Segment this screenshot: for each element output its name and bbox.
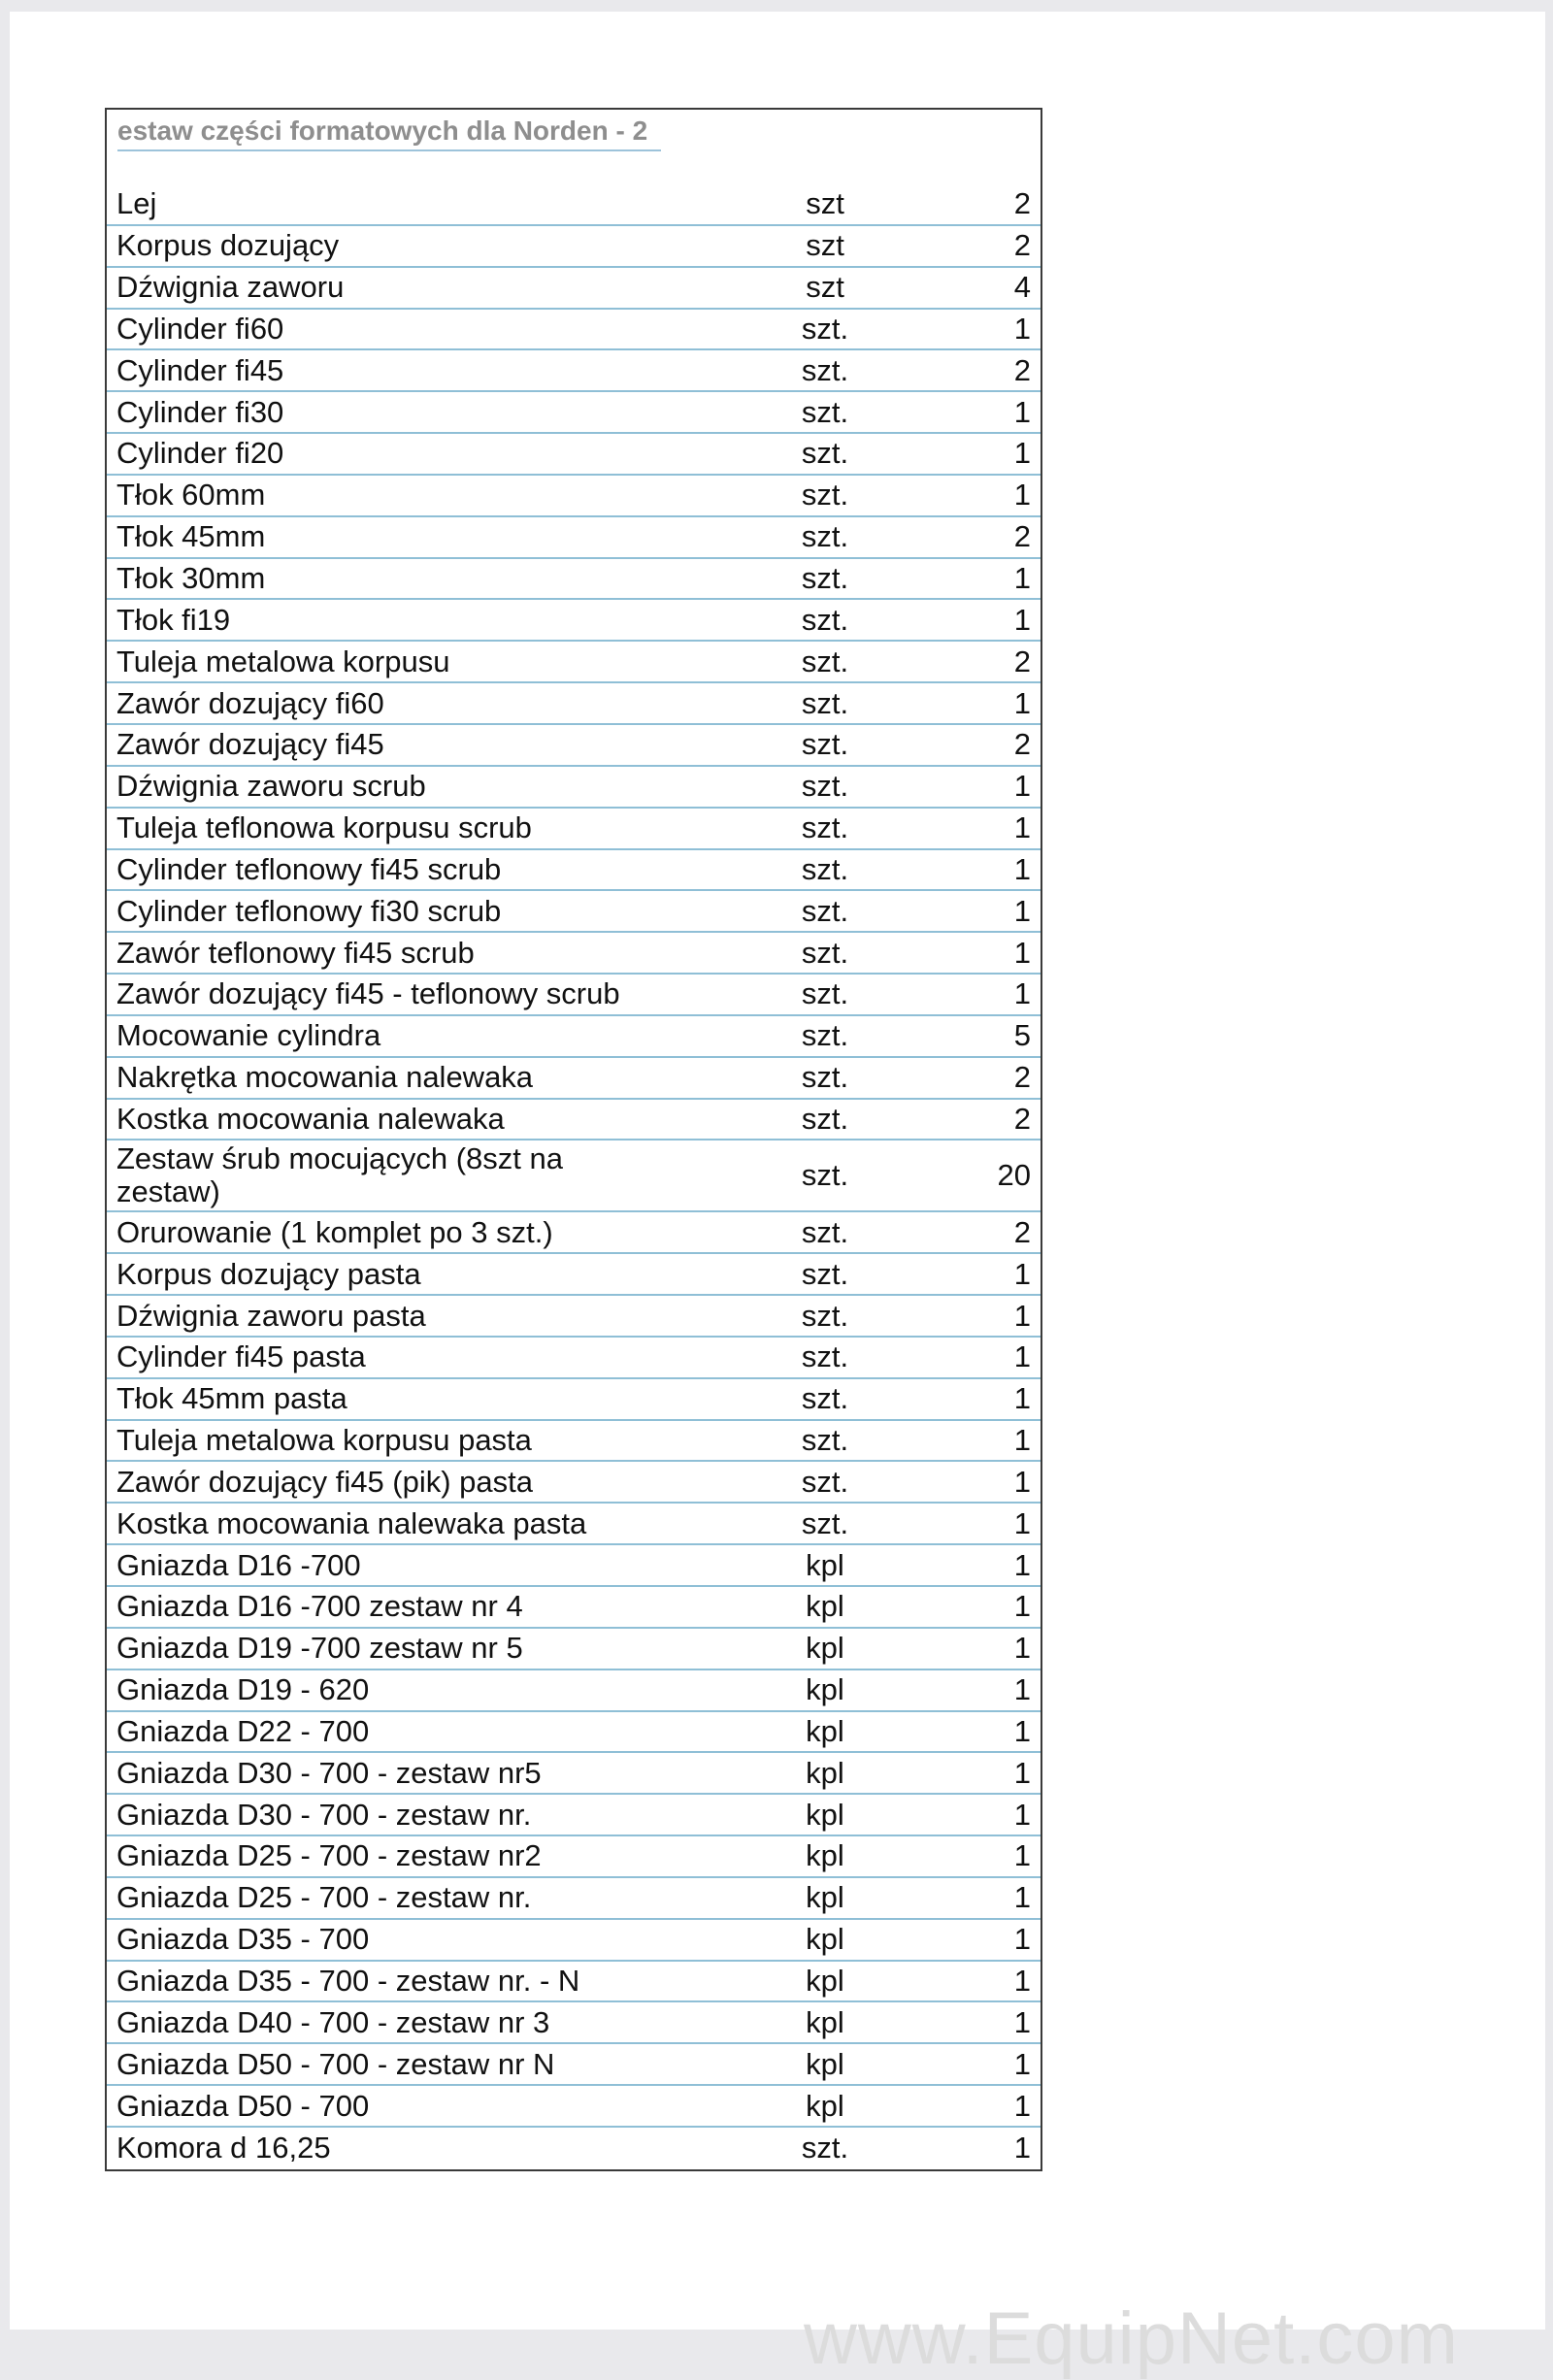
table-row: [107, 683, 1041, 725]
table-row: [107, 434, 1041, 476]
item-name: Komora d 16,25: [116, 2131, 331, 2165]
item-name: Gniazda D30 - 700 - zestaw nr5: [116, 1755, 542, 1790]
table-row: [107, 642, 1041, 683]
table-row: [107, 310, 1041, 351]
item-unit: szt.: [801, 1423, 849, 1458]
item-unit: szt.: [801, 1505, 849, 1540]
item-unit: kpl: [806, 1547, 844, 1582]
table-row: [107, 559, 1041, 601]
item-quantity: 1: [1013, 1880, 1031, 1915]
item-name: Lej: [116, 186, 157, 221]
item-name: Tuleja metalowa korpusu pasta: [116, 1423, 532, 1458]
table-row: [107, 1212, 1041, 1254]
item-quantity: 2: [1013, 644, 1031, 678]
table-row: [107, 1753, 1041, 1795]
item-name: Dźwignia zaworu scrub: [116, 769, 426, 804]
item-name: Gniazda D16 -700: [116, 1547, 361, 1582]
item-unit: kpl: [806, 1631, 844, 1666]
item-quantity: 2: [1013, 1101, 1031, 1136]
item-quantity: 1: [1013, 1838, 1031, 1873]
item-name: Cylinder fi45 pasta: [116, 1339, 366, 1374]
item-name: Zawór teflonowy fi45 scrub: [116, 935, 475, 970]
table-row: [107, 350, 1041, 392]
item-name: Kostka mocowania nalewaka pasta: [116, 1505, 587, 1540]
item-name: Gniazda D50 - 700 - zestaw nr N: [116, 2046, 555, 2081]
table-row: [107, 933, 1041, 975]
item-name: Zawór dozujący fi45 (pik) pasta: [116, 1464, 534, 1499]
item-quantity: 1: [1013, 1423, 1031, 1458]
table-row: [107, 891, 1041, 933]
item-unit: kpl: [806, 2088, 844, 2123]
item-name: Mocowanie cylindra: [116, 1018, 381, 1053]
table-row: [107, 2044, 1041, 2086]
item-quantity: 1: [1013, 810, 1031, 845]
item-name: Gniazda D40 - 700 - zestaw nr 3: [116, 2004, 550, 2039]
item-unit: szt.: [801, 976, 849, 1011]
item-name: Gniazda D22 - 700: [116, 1713, 370, 1748]
item-name: Dźwignia zaworu: [116, 270, 345, 305]
item-unit: szt.: [801, 436, 849, 471]
item-quantity: 4: [1013, 270, 1031, 305]
item-quantity: 1: [1013, 394, 1031, 429]
item-name: Gniazda D25 - 700 - zestaw nr.: [116, 1880, 532, 1915]
item-name: Gniazda D19 - 620: [116, 1672, 370, 1707]
item-unit: szt.: [801, 1158, 849, 1193]
item-quantity: 1: [1013, 893, 1031, 928]
item-unit: szt.: [801, 769, 849, 804]
table-row: [107, 850, 1041, 892]
table-row: [107, 1421, 1041, 1463]
item-name: Tłok 30mm: [116, 561, 266, 596]
item-unit: kpl: [806, 2046, 844, 2081]
table-row: [107, 226, 1041, 268]
watermark: www.EquipNet.com: [804, 2297, 1459, 2380]
item-name: Korpus dozujący pasta: [116, 1256, 421, 1291]
item-unit: szt.: [801, 1018, 849, 1053]
item-unit: kpl: [806, 1589, 844, 1624]
item-quantity: 2: [1013, 1214, 1031, 1249]
item-name: Tuleja metalowa korpusu: [116, 644, 450, 678]
item-quantity: 1: [1013, 769, 1031, 804]
table-title: estaw części formatowych dla Norden - 2: [117, 115, 661, 151]
item-quantity: 1: [1013, 976, 1031, 1011]
table-row: [107, 517, 1041, 559]
table-row: [107, 1670, 1041, 1712]
table-row: [107, 1140, 1041, 1212]
item-unit: szt.: [801, 394, 849, 429]
item-name: Cylinder teflonowy fi30 scrub: [116, 893, 502, 928]
item-unit: szt.: [801, 935, 849, 970]
item-name: Tłok 45mm pasta: [116, 1381, 347, 1416]
item-unit: szt.: [801, 727, 849, 762]
item-unit: kpl: [806, 1672, 844, 1707]
item-unit: szt: [806, 228, 844, 263]
item-name: Gniazda D16 -700 zestaw nr 4: [116, 1589, 523, 1624]
item-name: Cylinder teflonowy fi45 scrub: [116, 851, 502, 886]
item-name: Korpus dozujący: [116, 228, 340, 263]
item-name: Tłok 60mm: [116, 478, 266, 512]
item-quantity: 2: [1013, 228, 1031, 263]
document-page: [10, 12, 1545, 2330]
item-quantity: 1: [1013, 851, 1031, 886]
table-row: [107, 392, 1041, 434]
item-quantity: 1: [1013, 436, 1031, 471]
item-quantity: 1: [1013, 1713, 1031, 1748]
item-unit: kpl: [806, 1922, 844, 1957]
item-name: Tuleja teflonowa korpusu scrub: [116, 810, 532, 845]
item-name: Tłok fi19: [116, 602, 231, 637]
item-name: Cylinder fi60: [116, 311, 284, 346]
item-quantity: 1: [1013, 2131, 1031, 2165]
item-quantity: 2: [1013, 186, 1031, 221]
item-quantity: 1: [1013, 1672, 1031, 1707]
item-quantity: 20: [997, 1158, 1031, 1193]
item-name: Gniazda D35 - 700: [116, 1922, 370, 1957]
item-unit: kpl: [806, 1797, 844, 1832]
item-name: Zawór dozujący fi45: [116, 727, 384, 762]
table-row: [107, 1504, 1041, 1545]
item-unit: szt.: [801, 602, 849, 637]
item-unit: szt.: [801, 893, 849, 928]
item-unit: szt.: [801, 311, 849, 346]
item-unit: szt.: [801, 1339, 849, 1374]
item-unit: szt.: [801, 1464, 849, 1499]
item-quantity: 1: [1013, 561, 1031, 596]
item-unit: szt.: [801, 1214, 849, 1249]
table-row: [107, 2128, 1041, 2169]
item-unit: szt.: [801, 478, 849, 512]
table-row: [107, 1100, 1041, 1141]
item-name: Cylinder fi20: [116, 436, 284, 471]
item-name: Tłok 45mm: [116, 519, 266, 554]
item-unit: kpl: [806, 1713, 844, 1748]
item-unit: kpl: [806, 1880, 844, 1915]
item-quantity: 2: [1013, 519, 1031, 554]
item-unit: szt.: [801, 561, 849, 596]
item-unit: szt.: [801, 352, 849, 387]
item-name: Nakrętka mocowania nalewaka: [116, 1060, 534, 1095]
item-unit: szt.: [801, 2131, 849, 2165]
item-quantity: 2: [1013, 727, 1031, 762]
item-unit: szt: [806, 270, 844, 305]
item-quantity: 1: [1013, 1339, 1031, 1374]
item-name: Cylinder fi45: [116, 352, 284, 387]
item-quantity: 1: [1013, 685, 1031, 720]
item-quantity: 2: [1013, 1060, 1031, 1095]
item-quantity: 1: [1013, 2004, 1031, 2039]
table-row: [107, 1878, 1041, 1920]
item-unit: kpl: [806, 2004, 844, 2039]
item-unit: szt.: [801, 851, 849, 886]
item-quantity: 1: [1013, 1631, 1031, 1666]
table-row: [107, 767, 1041, 809]
table-body: [107, 184, 1041, 2169]
table-row: [107, 1712, 1041, 1754]
item-unit: kpl: [806, 1755, 844, 1790]
item-unit: szt.: [801, 1060, 849, 1095]
item-unit: szt.: [801, 685, 849, 720]
table-row: [107, 1587, 1041, 1629]
item-quantity: 1: [1013, 1964, 1031, 1999]
item-name: Gniazda D25 - 700 - zestaw nr2: [116, 1838, 542, 1873]
item-name: Gniazda D35 - 700 - zestaw nr. - N: [116, 1964, 580, 1999]
item-quantity: 1: [1013, 1256, 1031, 1291]
table-row: [107, 725, 1041, 767]
table-row: [107, 268, 1041, 310]
item-quantity: 1: [1013, 1755, 1031, 1790]
table-title-block: [107, 110, 1041, 184]
item-quantity: 1: [1013, 1505, 1031, 1540]
table-row: [107, 600, 1041, 642]
table-row: [107, 2002, 1041, 2044]
item-quantity: 1: [1013, 1464, 1031, 1499]
item-quantity: 1: [1013, 1547, 1031, 1582]
item-unit: szt.: [801, 644, 849, 678]
item-unit: kpl: [806, 1964, 844, 1999]
item-quantity: 1: [1013, 1589, 1031, 1624]
item-name: Dźwignia zaworu pasta: [116, 1298, 426, 1333]
item-unit: szt.: [801, 1256, 849, 1291]
table-row: [107, 1296, 1041, 1338]
table-row: [107, 1338, 1041, 1379]
table-row: [107, 1462, 1041, 1504]
item-unit: kpl: [806, 1838, 844, 1873]
table-row: [107, 1016, 1041, 1058]
item-quantity: 1: [1013, 1298, 1031, 1333]
table-row: [107, 476, 1041, 517]
table-row: [107, 975, 1041, 1016]
table-row: [107, 184, 1041, 226]
item-name: Gniazda D50 - 700: [116, 2088, 370, 2123]
item-name: Kostka mocowania nalewaka: [116, 1101, 505, 1136]
table-row: [107, 1058, 1041, 1100]
table-row: [107, 2086, 1041, 2128]
item-name: Gniazda D30 - 700 - zestaw nr.: [116, 1797, 532, 1832]
table-row: [107, 1254, 1041, 1296]
table-row: [107, 1920, 1041, 1962]
table-row: [107, 1629, 1041, 1670]
item-quantity: 1: [1013, 311, 1031, 346]
parts-table: [105, 108, 1042, 2171]
item-quantity: 1: [1013, 935, 1031, 970]
table-row: [107, 1545, 1041, 1587]
item-unit: szt.: [801, 1381, 849, 1416]
table-row: [107, 1379, 1041, 1421]
item-name: Zawór dozujący fi45 - teflonowy scrub: [116, 976, 620, 1011]
table-row: [107, 1795, 1041, 1836]
item-quantity: 2: [1013, 352, 1031, 387]
item-quantity: 1: [1013, 2046, 1031, 2081]
item-name: Gniazda D19 -700 zestaw nr 5: [116, 1631, 523, 1666]
item-name: Orurowanie (1 komplet po 3 szt.): [116, 1214, 553, 1249]
item-quantity: 1: [1013, 1797, 1031, 1832]
table-row: [107, 1962, 1041, 2003]
item-name: Cylinder fi30: [116, 394, 284, 429]
item-unit: szt.: [801, 519, 849, 554]
item-quantity: 5: [1013, 1018, 1031, 1053]
item-quantity: 1: [1013, 602, 1031, 637]
item-quantity: 1: [1013, 478, 1031, 512]
item-unit: szt.: [801, 810, 849, 845]
item-name: Zawór dozujący fi60: [116, 685, 384, 720]
item-unit: szt.: [801, 1298, 849, 1333]
item-name: Zestaw śrub mocujących (8szt na zestaw): [116, 1141, 564, 1209]
item-quantity: 1: [1013, 2088, 1031, 2123]
item-unit: szt.: [801, 1101, 849, 1136]
item-quantity: 1: [1013, 1381, 1031, 1416]
table-row: [107, 1836, 1041, 1878]
table-row: [107, 809, 1041, 850]
item-unit: szt: [806, 186, 844, 221]
item-quantity: 1: [1013, 1922, 1031, 1957]
